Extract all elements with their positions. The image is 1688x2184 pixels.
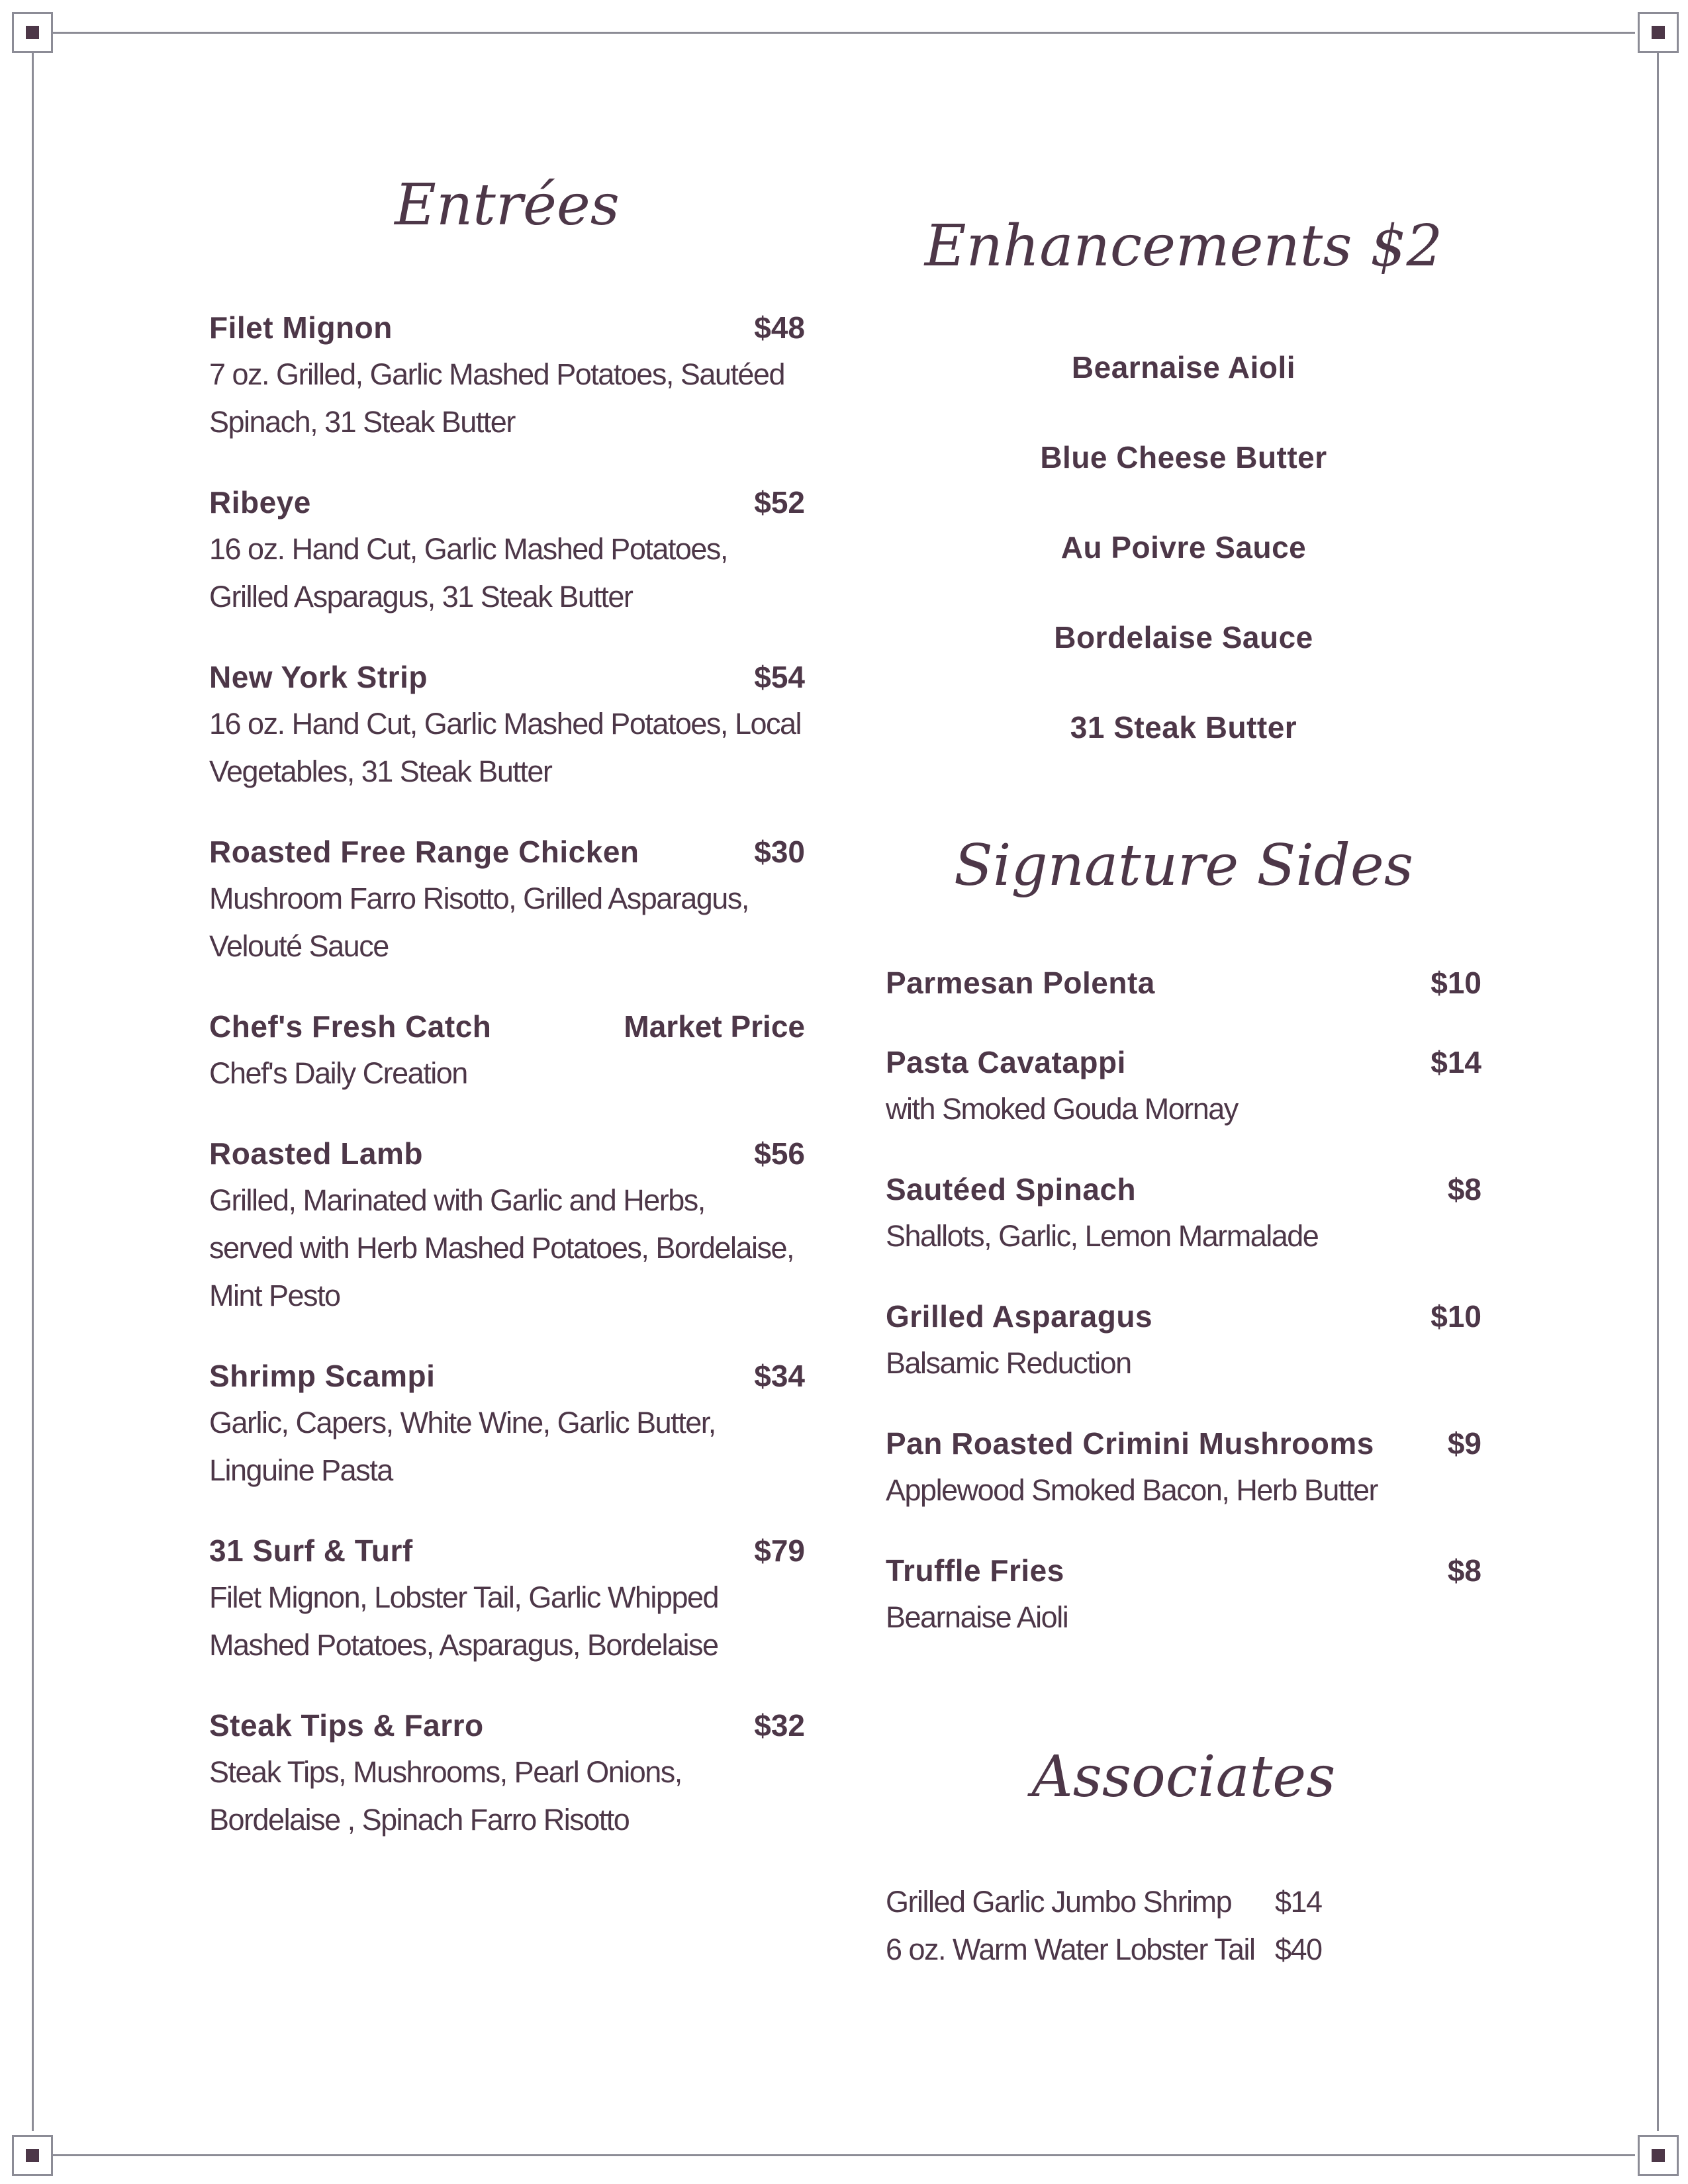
associates-title: Associates bbox=[1031, 1744, 1336, 1810]
menu-item-description: with Smoked Gouda Mornay bbox=[886, 1092, 1238, 1126]
menu-item-description: 7 oz. Grilled, Garlic Mashed Potatoes, Sautéed bbox=[209, 357, 784, 391]
menu-item-header bbox=[886, 1293, 1481, 1340]
enhancement-item: 31 Steak Butter bbox=[1070, 710, 1297, 745]
enhancement-item: Bordelaise Sauce bbox=[1054, 620, 1313, 655]
menu-item-price: $8 bbox=[1447, 1553, 1481, 1588]
corner-ornament-icon bbox=[1638, 2135, 1679, 2176]
menu-item-description: Balsamic Reduction bbox=[886, 1346, 1131, 1380]
entree-item bbox=[209, 1353, 805, 1494]
side-item bbox=[886, 1420, 1481, 1514]
menu-item-name: Sautéed Spinach bbox=[886, 1172, 1137, 1206]
sides-title: Signature Sides bbox=[954, 833, 1413, 899]
menu-item-description: Bordelaise , Spinach Farro Risotto bbox=[209, 1803, 630, 1837]
enhancements-title: Enhancements $2 bbox=[924, 213, 1443, 279]
menu-item-header bbox=[209, 479, 805, 525]
associate-item bbox=[886, 1878, 1481, 1926]
corner-ornament-icon bbox=[12, 12, 53, 53]
sides-list bbox=[886, 960, 1481, 1674]
menu-item-name: Grilled Asparagus bbox=[886, 1299, 1153, 1334]
entrees-title: Entrées bbox=[395, 172, 620, 238]
corner-ornament-icon bbox=[12, 2135, 53, 2176]
menu-item-description: Garlic, Capers, White Wine, Garlic Butter, bbox=[209, 1406, 716, 1439]
menu-item-description: Mushroom Farro Risotto, Grilled Asparagus, bbox=[209, 882, 749, 915]
menu-item-description: Velouté Sauce bbox=[209, 929, 389, 963]
menu-item-header bbox=[209, 1130, 805, 1177]
corner-ornament-icon bbox=[1638, 12, 1679, 53]
menu-item-price: $34 bbox=[754, 1359, 805, 1393]
menu-item-description: Mashed Potatoes, Asparagus, Bordelaise bbox=[209, 1628, 718, 1662]
menu-item-description: Applewood Smoked Bacon, Herb Butter bbox=[886, 1473, 1378, 1507]
menu-item-header bbox=[209, 1702, 805, 1749]
entree-item bbox=[209, 1003, 805, 1097]
menu-item-header bbox=[209, 1353, 805, 1399]
menu-item-name: Filet Mignon bbox=[209, 310, 393, 345]
menu-item-description: Bearnaise Aioli bbox=[886, 1600, 1068, 1634]
menu-item-description: Mint Pesto bbox=[209, 1279, 340, 1312]
associate-price: $14 bbox=[1275, 1885, 1322, 1919]
entree-item bbox=[209, 829, 805, 970]
side-item bbox=[886, 960, 1481, 1006]
side-item bbox=[886, 1293, 1481, 1387]
side-item bbox=[886, 1039, 1481, 1133]
menu-item-price: $30 bbox=[754, 835, 805, 869]
menu-item-name: Roasted Free Range Chicken bbox=[209, 835, 639, 869]
entree-item bbox=[209, 479, 805, 621]
menu-item-price: $9 bbox=[1447, 1426, 1481, 1461]
menu-item-price: Market Price bbox=[624, 1009, 805, 1044]
menu-item-price: $52 bbox=[754, 485, 805, 520]
menu-item-header bbox=[886, 1039, 1481, 1085]
entree-item bbox=[209, 654, 805, 796]
menu-item-description: Linguine Pasta bbox=[209, 1453, 393, 1487]
menu-item-name: Shrimp Scampi bbox=[209, 1359, 436, 1393]
border-bottom-line bbox=[53, 2154, 1635, 2156]
menu-item-header bbox=[209, 304, 805, 351]
menu-item-description: Grilled Asparagus, 31 Steak Butter bbox=[209, 580, 633, 614]
menu-item-description: 16 oz. Hand Cut, Garlic Mashed Potatoes, bbox=[209, 532, 727, 566]
menu-item-price: $10 bbox=[1430, 1299, 1481, 1334]
side-item bbox=[886, 1547, 1481, 1641]
menu-item-header bbox=[209, 829, 805, 875]
associate-name: 6 oz. Warm Water Lobster Tail bbox=[886, 1933, 1255, 1966]
associate-name: Grilled Garlic Jumbo Shrimp bbox=[886, 1885, 1232, 1919]
enhancement-item: Bearnaise Aioli bbox=[1071, 350, 1296, 385]
menu-item-description: Vegetables, 31 Steak Butter bbox=[209, 754, 552, 788]
border-left-line bbox=[32, 53, 34, 2131]
menu-item-description: Filet Mignon, Lobster Tail, Garlic Whipped bbox=[209, 1580, 719, 1614]
entree-item bbox=[209, 304, 805, 446]
border-right-line bbox=[1657, 53, 1659, 2131]
menu-item-name: Pan Roasted Crimini Mushrooms bbox=[886, 1426, 1374, 1461]
menu-item-name: Ribeye bbox=[209, 485, 311, 520]
border-top-line bbox=[53, 32, 1635, 34]
entree-item bbox=[209, 1702, 805, 1844]
menu-item-header bbox=[886, 1547, 1481, 1594]
entree-item bbox=[209, 1527, 805, 1669]
menu-item-price: $32 bbox=[754, 1708, 805, 1743]
menu-item-price: $79 bbox=[754, 1533, 805, 1568]
associate-price: $40 bbox=[1275, 1933, 1322, 1966]
enhancements-list bbox=[886, 344, 1481, 794]
menu-item-header bbox=[209, 1003, 805, 1050]
menu-item-description: Spinach, 31 Steak Butter bbox=[209, 405, 515, 439]
menu-item-name: 31 Surf & Turf bbox=[209, 1533, 413, 1568]
menu-item-price: $14 bbox=[1430, 1045, 1481, 1079]
menu-item-name: Steak Tips & Farro bbox=[209, 1708, 484, 1743]
enhancement-item: Au Poivre Sauce bbox=[1060, 530, 1307, 565]
menu-item-price: $10 bbox=[1430, 966, 1481, 1000]
menu-item-description: Steak Tips, Mushrooms, Pearl Onions, bbox=[209, 1755, 682, 1789]
enhancement-item: Blue Cheese Butter bbox=[1040, 440, 1327, 475]
associates-list bbox=[886, 1878, 1481, 1974]
menu-item-description: Shallots, Garlic, Lemon Marmalade bbox=[886, 1219, 1319, 1253]
menu-item-description: Chef's Daily Creation bbox=[209, 1056, 467, 1090]
menu-item-header bbox=[886, 1420, 1481, 1467]
menu-item-description: Grilled, Marinated with Garlic and Herbs, bbox=[209, 1183, 705, 1217]
menu-item-price: $48 bbox=[754, 310, 805, 345]
entree-item bbox=[209, 1130, 805, 1320]
menu-item-description: 16 oz. Hand Cut, Garlic Mashed Potatoes, Local bbox=[209, 707, 802, 741]
menu-item-header bbox=[209, 1527, 805, 1574]
entrees-list bbox=[209, 304, 805, 1877]
menu-item-name: Truffle Fries bbox=[886, 1553, 1064, 1588]
menu-item-price: $8 bbox=[1447, 1172, 1481, 1206]
menu-item-header bbox=[886, 960, 1481, 1006]
associate-item bbox=[886, 1926, 1481, 1974]
menu-item-name: Roasted Lamb bbox=[209, 1136, 423, 1171]
menu-item-price: $56 bbox=[754, 1136, 805, 1171]
menu-item-name: Chef's Fresh Catch bbox=[209, 1009, 492, 1044]
menu-item-name: Pasta Cavatappi bbox=[886, 1045, 1126, 1079]
menu-item-description: served with Herb Mashed Potatoes, Bordelaise, bbox=[209, 1231, 794, 1265]
menu-item-price: $54 bbox=[754, 660, 805, 694]
menu-item-name: Parmesan Polenta bbox=[886, 966, 1155, 1000]
side-item bbox=[886, 1166, 1481, 1260]
menu-item-header bbox=[886, 1166, 1481, 1212]
menu-item-name: New York Strip bbox=[209, 660, 428, 694]
menu-item-header bbox=[209, 654, 805, 700]
